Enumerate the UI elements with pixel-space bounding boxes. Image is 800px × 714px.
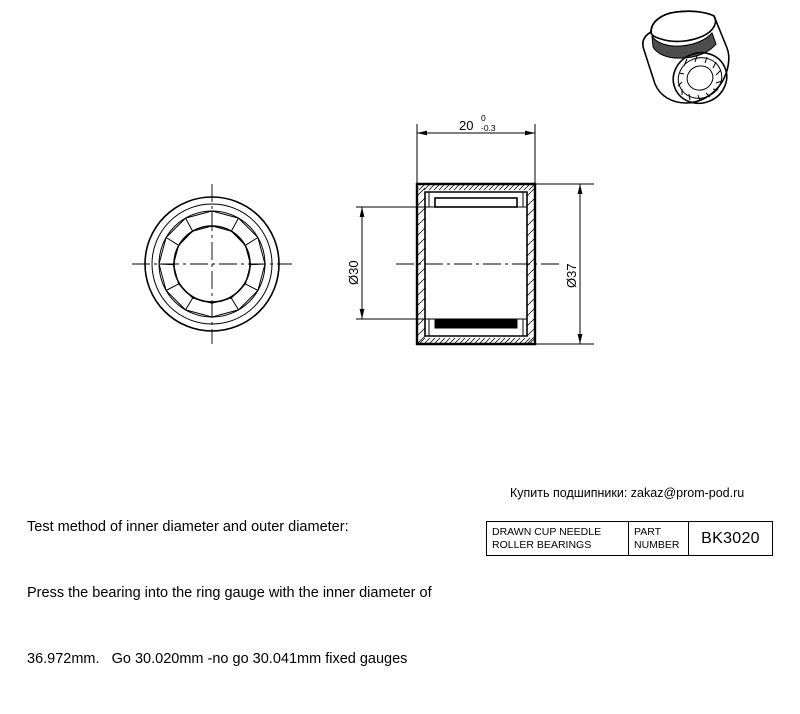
needle-roller-bottom bbox=[435, 319, 517, 328]
title-block bbox=[486, 521, 773, 556]
iso-bore-inner bbox=[683, 62, 716, 94]
vendor-contact-text: Купить подшипники: zakaz@prom-pod.ru bbox=[510, 486, 745, 500]
isometric-view bbox=[643, 11, 735, 111]
width-tol-upper: 0 bbox=[481, 113, 486, 123]
part-number-value: BK3020 bbox=[701, 529, 760, 547]
note-line-3: 36.972mm. Go 30.020mm -no go 30.041mm fixed gauges bbox=[27, 651, 408, 667]
test-method-note bbox=[27, 472, 497, 714]
arrow-right-width bbox=[525, 131, 535, 136]
title-block-description bbox=[487, 522, 629, 555]
description-line-2: ROLLER BEARINGS bbox=[492, 538, 592, 551]
arrow-id-top bbox=[360, 207, 365, 217]
part-label-line-1: PART bbox=[634, 525, 662, 538]
arrow-od-top bbox=[578, 184, 583, 194]
needle-roller-top bbox=[435, 198, 517, 207]
width-tol-lower: -0.3 bbox=[481, 123, 496, 133]
iso-shade-band bbox=[652, 33, 716, 58]
arrow-od-bottom bbox=[578, 334, 583, 344]
outer-diameter-value: Ø37 bbox=[564, 263, 579, 288]
description-line-1: DRAWN CUP NEEDLE bbox=[492, 525, 602, 538]
iso-needle-rollers bbox=[678, 56, 722, 101]
front-view bbox=[132, 184, 292, 344]
title-block-part-label bbox=[629, 522, 689, 555]
iso-top-face bbox=[651, 11, 716, 41]
width-value: 20 bbox=[459, 118, 474, 133]
part-label-line-2: NUMBER bbox=[634, 538, 680, 551]
width-dimension bbox=[417, 113, 535, 184]
note-line-1: Test method of inner diameter and outer diameter: bbox=[27, 519, 349, 535]
inner-diameter-dimension bbox=[346, 207, 425, 319]
inner-diameter-value: Ø30 bbox=[346, 260, 361, 285]
note-line-2: Press the bearing into the ring gauge with the inner diameter of bbox=[27, 585, 432, 601]
arrow-left-width bbox=[417, 131, 427, 136]
arrow-id-bottom bbox=[360, 309, 365, 319]
section-view bbox=[396, 184, 560, 344]
